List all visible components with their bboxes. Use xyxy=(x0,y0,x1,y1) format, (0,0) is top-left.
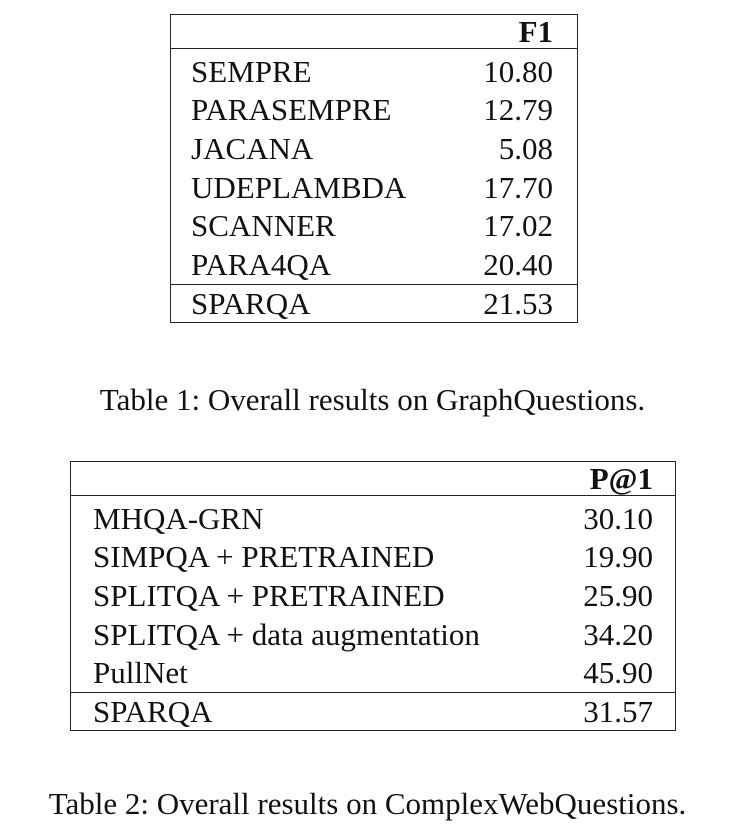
table-row xyxy=(171,91,577,130)
system-name: UDEPLAMBDA xyxy=(191,169,407,205)
score-value: 34.20 xyxy=(583,616,653,652)
metric-header: F1 xyxy=(518,14,553,49)
metric-header: P@1 xyxy=(589,461,653,496)
table-body xyxy=(71,496,675,692)
system-name: MHQA-GRN xyxy=(93,500,264,536)
score-value: 12.79 xyxy=(483,92,553,128)
table-row xyxy=(71,538,675,577)
complexwebquestions-results-table xyxy=(70,461,676,731)
score-value: 31.57 xyxy=(583,693,653,729)
table-caption: Table 1: Overall results on GraphQuestions. xyxy=(99,382,646,417)
score-value: 5.08 xyxy=(498,130,553,166)
table-row xyxy=(171,129,577,168)
table-row xyxy=(171,52,577,91)
system-name: SPLITQA + data augmentation xyxy=(93,616,480,652)
final-table-row xyxy=(171,285,577,322)
score-value: 21.53 xyxy=(483,285,553,321)
score-value: 30.10 xyxy=(583,500,653,536)
final-table-row xyxy=(71,693,675,730)
score-value: 25.90 xyxy=(583,577,653,613)
table-row xyxy=(71,499,675,538)
table-row xyxy=(71,576,675,615)
final-row-block xyxy=(71,692,675,730)
system-name: PARA4QA xyxy=(191,246,332,282)
score-value: 19.90 xyxy=(583,539,653,575)
table-caption: Table 2: Overall results on ComplexWebQuestions. xyxy=(48,786,687,821)
score-value: 45.90 xyxy=(583,655,653,691)
table-row xyxy=(171,168,577,207)
system-name: SPARQA xyxy=(93,693,213,729)
system-name: SCANNER xyxy=(191,208,336,244)
table-row xyxy=(171,206,577,245)
table-body xyxy=(171,49,577,284)
system-name: SEMPRE xyxy=(191,53,312,89)
score-value: 17.02 xyxy=(483,208,553,244)
table-row xyxy=(171,245,577,284)
system-name: PARASEMPRE xyxy=(191,92,392,128)
score-value: 17.70 xyxy=(483,169,553,205)
system-name: SPLITQA + PRETRAINED xyxy=(93,577,445,613)
system-name: PullNet xyxy=(93,655,188,691)
system-name: JACANA xyxy=(191,130,314,166)
system-name: SPARQA xyxy=(191,285,311,321)
table-row xyxy=(71,653,675,692)
table-row xyxy=(71,615,675,654)
table-header-row xyxy=(171,15,577,49)
final-row-block xyxy=(171,284,577,322)
score-value: 10.80 xyxy=(483,53,553,89)
graphquestions-results-table xyxy=(170,14,578,323)
score-value: 20.40 xyxy=(483,246,553,282)
table-header-row xyxy=(71,462,675,496)
system-name: SIMPQA + PRETRAINED xyxy=(93,539,435,575)
